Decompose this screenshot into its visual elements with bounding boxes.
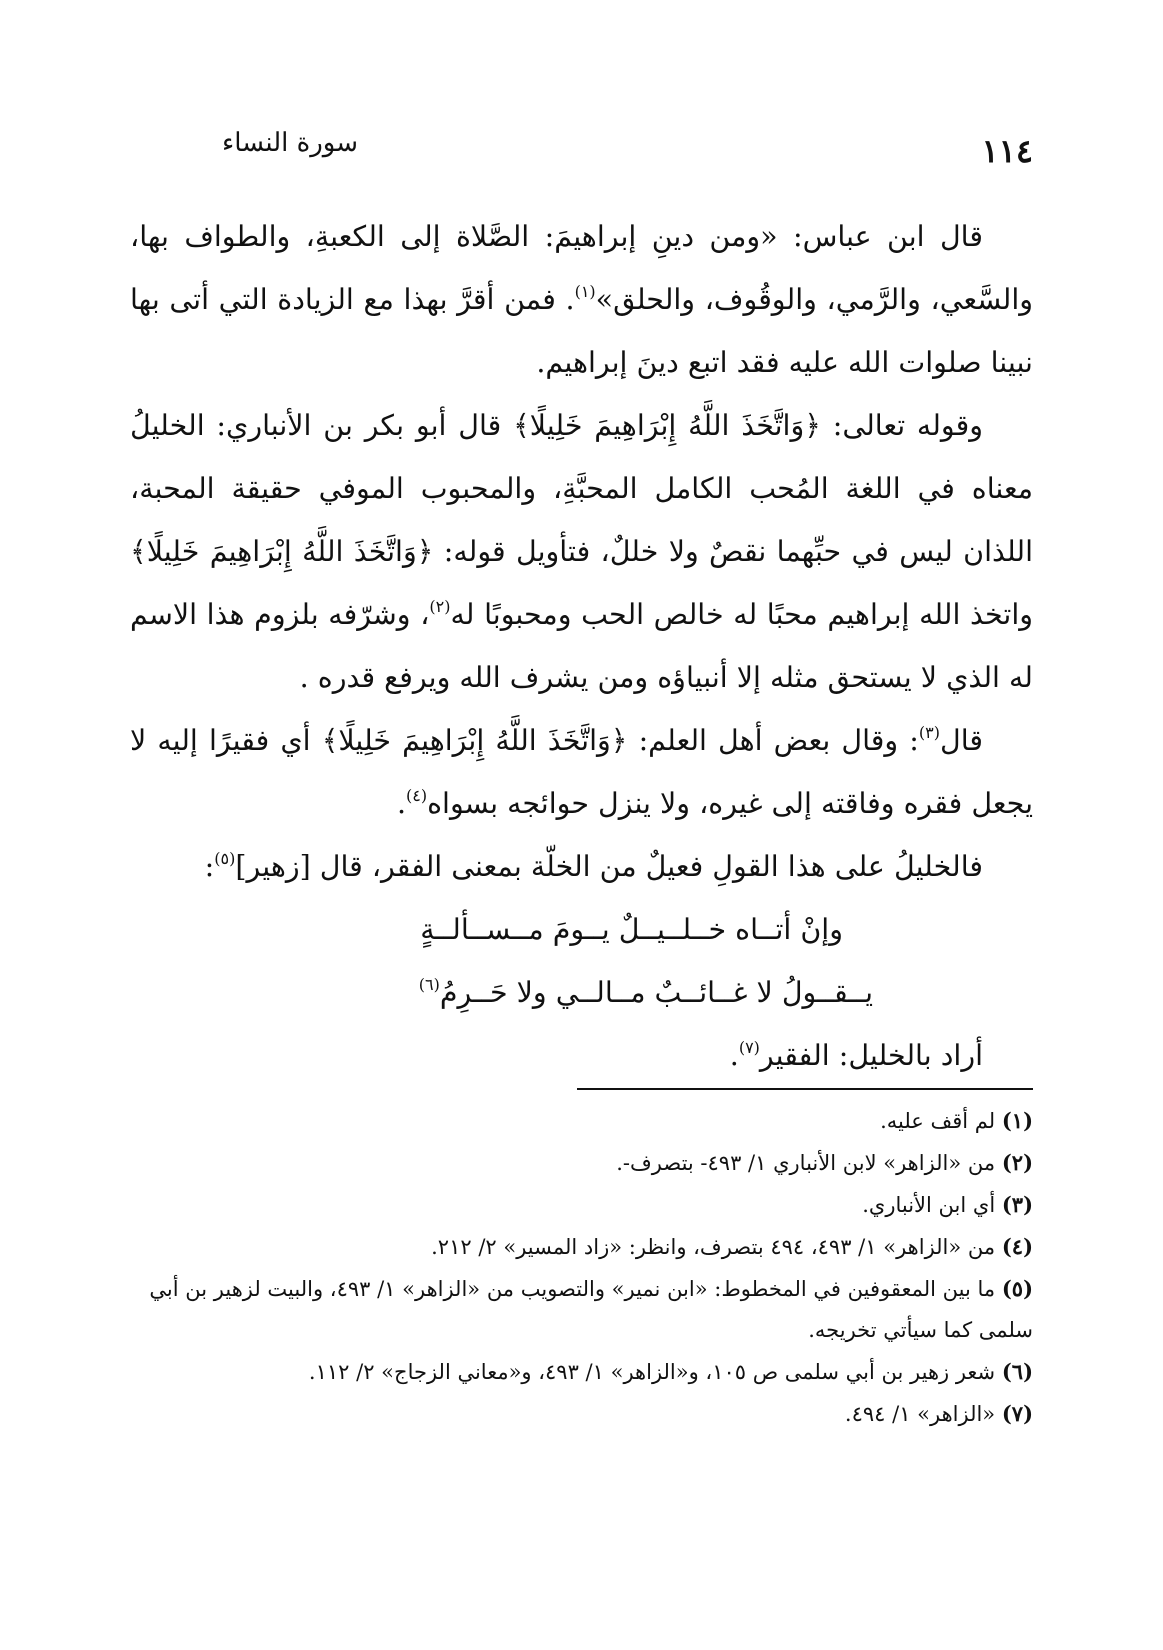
poem-verse-2: يــقــولُ لا غــائــبٌ مــالــي ولا حَــرِمُ$^{(٦)}$ bbox=[418, 975, 873, 1009]
footnote-5: (٥) ما بين المعقوفين في المخطوط: «ابن نمير» والتصويب من «الزاهر» ١/ ٤٩٣، والبيت لزهير بن أبي سلمى كما سيأتي تخريجه. bbox=[149, 1276, 1033, 1342]
surah-title: سورة النساء bbox=[222, 128, 358, 158]
footnote-ref-2: (٢) bbox=[429, 597, 451, 616]
page-number: ١١٤ bbox=[981, 132, 1033, 170]
footnote-ref-7: (٧) bbox=[738, 1038, 760, 1057]
poem-verse-1: وإنْ أتــاه خــلــيــلٌ يــومَ مــســألــةٍ bbox=[420, 913, 843, 946]
footnote-ref-5: (٥) bbox=[214, 849, 236, 868]
footnote-divider bbox=[577, 1088, 1033, 1090]
paragraph-ibn-abbas: قال ابن عباس: «ومن دينِ إبراهيمَ: الصَّلاة إلى الكعبةِ، والطواف بها، والسَّعي، والرَّمي، والوقُوف، والحلق»$^{(١)}$. فمن أقرَّ بهذا مع الزيادة التي أتى بها نبينا صلوات الله عليه فقد اتبع دينَ إبراهيم. bbox=[130, 220, 1033, 379]
footnotes bbox=[130, 1100, 1033, 1435]
footnote-ref-1: (١) bbox=[574, 282, 596, 301]
paragraph-conclusion: أراد بالخليل: الفقير$^{(٧)}$. bbox=[729, 1038, 983, 1072]
footnote-ref-3: (٣) bbox=[918, 723, 940, 742]
footnote-4: (٤) من «الزاهر» ١/ ٤٩٣، ٤٩٤ بتصرف، وانظر: «زاد المسير» ٢/ ٢١٢. bbox=[431, 1234, 1033, 1259]
footnote-1: (١) لم أقف عليه. bbox=[880, 1108, 1033, 1133]
footnote-6: (٦) شعر زهير بن أبي سلمى ص ١٠٥، و«الزاهر» ١/ ٤٩٣، و«معاني الزجاج» ٢/ ١١٢. bbox=[308, 1359, 1033, 1384]
footnote-2: (٢) من «الزاهر» لابن الأنباري ١/ ٤٩٣- بتصرف-. bbox=[616, 1150, 1033, 1175]
page-header bbox=[130, 122, 1033, 172]
footnote-3: (٣) أي ابن الأنباري. bbox=[862, 1192, 1033, 1217]
footnote-ref-6: (٦) bbox=[418, 975, 440, 994]
footnote-ref-4: (٤) bbox=[406, 786, 428, 805]
paragraph-poet: فالخليلُ على هذا القولِ فعيلٌ من الخلّة بمعنى الفقر، قال [زهير]$^{(٥)}$: bbox=[204, 849, 983, 883]
paragraph-scholars: قال$^{(٣)}$: وقال بعض أهل العلم: ﴿وَاتَّخَذَ اللَّهُ إِبْرَاهِيمَ خَلِيلًا﴾ أي فقيرًا إليه لا يجعل فقره وفاقته إلى غيره، ولا ينزل حوائجه بسواه$^{(٤)}$. bbox=[130, 723, 1033, 820]
paragraph-khalil-meaning: وقوله تعالى: ﴿وَاتَّخَذَ اللَّهُ إِبْرَاهِيمَ خَلِيلًا﴾ قال أبو بكر بن الأنباري: الخليلُ معناه في اللغة المُحب الكامل المحبَّةِ، والمحبوب الموفي حقيقة المحبة، اللذان ليس في حبِّهما نقصٌ ولا خللٌ، فتأويل قوله: ﴿وَاتَّخَذَ اللَّهُ إِبْرَاهِيمَ خَلِيلًا﴾ واتخذ الله إبراهيم محبًا له خالص الحب ومحبوبًا له$^{(٢)}$، وشرّفه بلزوم هذا الاسم له الذي لا يستحق مثله إلا أنبياؤه ومن يشرف الله ويرفع قدره . bbox=[130, 409, 1033, 694]
main-text bbox=[130, 205, 1033, 1087]
footnote-7: (٧) «الزاهر» ١/ ٤٩٤. bbox=[844, 1401, 1033, 1426]
